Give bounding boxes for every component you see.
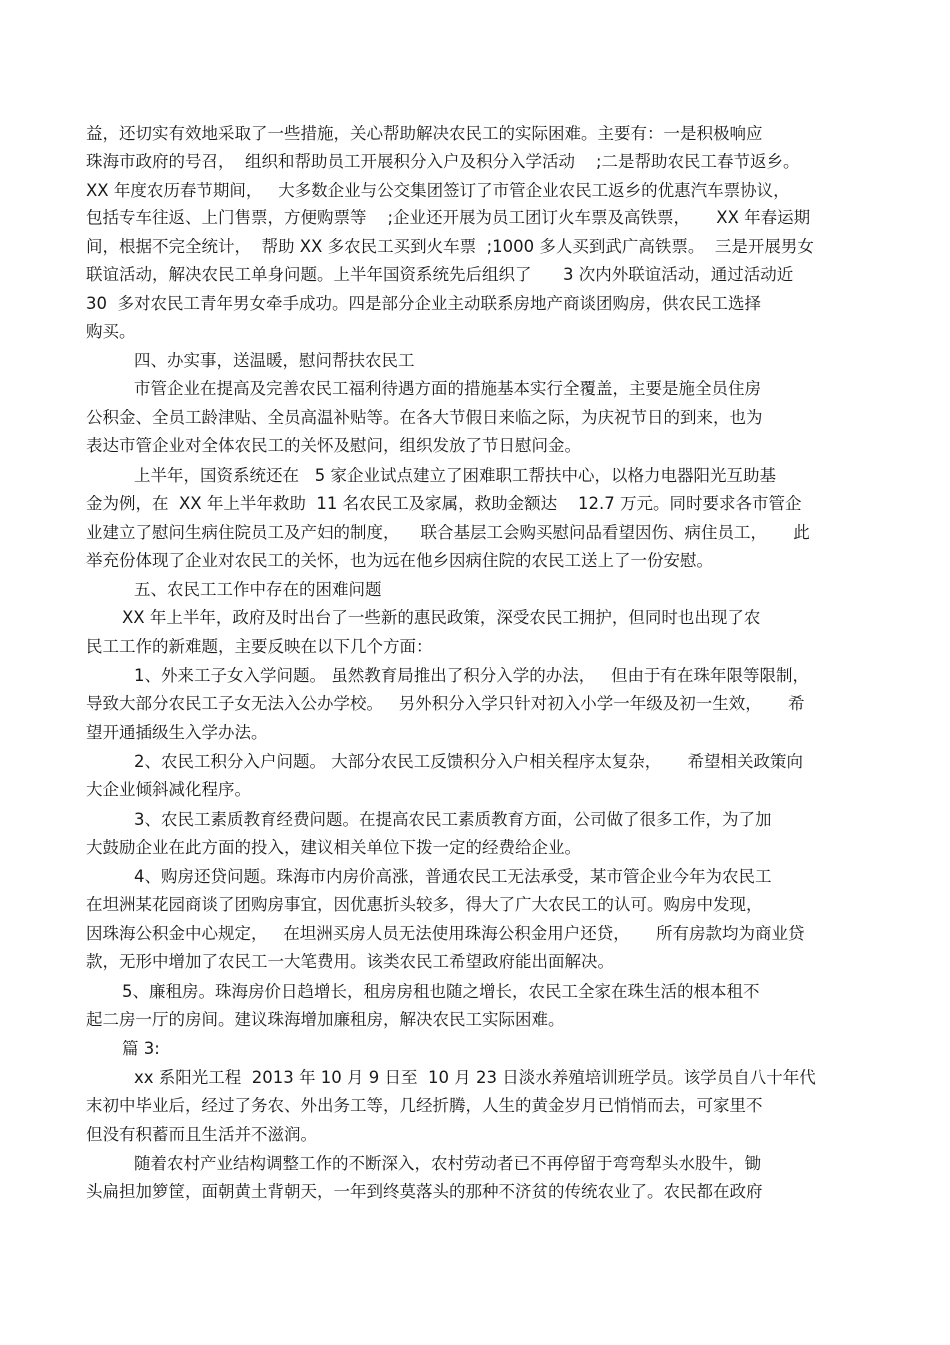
text-line: 3、农民工素质教育经费问题。在提高农民工素质教育方面，公司做了很多工作，为了加 — [134, 810, 772, 829]
text-line: 民工工作的新难题，主要反映在以下几个方面： — [86, 637, 433, 656]
text-line: 在坦洲某花园商谈了团购房事宜，因优惠折头较多，得大了广大农民工的认可。购房中发现， — [86, 895, 763, 914]
text-line: 款，无形中增加了农民工一大笔费用。该类农民工希望政府能出面解决。 — [86, 952, 614, 971]
text-line: 金为例，在 XX 年上半年救助 11 名农民工及家属，救助金额达 12.7 万元。同时要求各市管企 — [86, 494, 802, 513]
text-line: 购买。 — [86, 322, 136, 341]
section-heading: 五、农民工工作中存在的困难问题 — [134, 580, 382, 599]
text-line: XX 年上半年，政府及时出台了一些新的惠民政策，深受农民工拥护，但同时也出现了农 — [122, 608, 761, 627]
section-heading: 四、办实事，送温暖，慰问帮扶农民工 — [134, 351, 415, 370]
text-line: 间，根据不完全统计， 帮助 XX 多农民工买到火车票 ;1000 多人买到武广高铁票。 三是开展男女 — [86, 237, 814, 256]
text-line: 导致大部分农民工子女无法入公办学校。 另外积分入学只针对初入小学一年级及初一生效， 希 — [86, 694, 805, 713]
text-line: 公积金、全员工龄津贴、全员高温补贴等。在各大节假日来临之际，为庆祝节日的到来，也为 — [86, 408, 763, 427]
text-line: 2、农民工积分入户问题。 大部分农民工反馈积分入户相关程序太复杂， 希望相关政策向 — [134, 752, 803, 771]
text-line: 珠海市政府的号召， 组织和帮助员工开展积分入户及积分入学活动 ;二是帮助农民工春节返乡。 — [86, 152, 800, 171]
text-line: 起二房一厅的房间。建议珠海增加廉租房，解决农民工实际困难。 — [86, 1010, 565, 1029]
text-line: 1、外来工子女入学问题。 虽然教育局推出了积分入学的办法， 但由于有在珠年限等限制， — [134, 666, 809, 685]
text-line: 头扁担加箩筐，面朝黄土背朝天，一年到终莫落头的那种不济贫的传统农业了。农民都在政府 — [86, 1182, 763, 1201]
text-line: 包括专车往返、上门售票，方便购票等 ;企业还开展为员工团订火车票及高铁票， XX 年春运期 — [86, 208, 811, 227]
text-line: 表达市管企业对全体农民工的关怀及慰问，组织发放了节日慰问金。 — [86, 436, 581, 455]
text-line: 市管企业在提高及完善农民工福利待遇方面的措施基本实行全覆盖，主要是施全员住房 — [134, 379, 761, 398]
text-line: 但没有积蓄而且生活并不滋润。 — [86, 1125, 317, 1144]
text-line: xx 系阳光工程 2013 年 10 月 9 日至 10 月 23 日淡水养殖培训班学员。该学员自八十年代 — [134, 1068, 816, 1087]
text-line: 举充份体现了企业对农民工的关怀，也为远在他乡因病住院的农民工送上了一份安慰。 — [86, 551, 713, 570]
section-heading: 篇 3: — [122, 1039, 160, 1058]
text-line: 上半年，国资系统还在 5 家企业试点建立了困难职工帮扶中心，以格力电器阳光互助基 — [134, 466, 776, 485]
text-line: 4、购房还贷问题。珠海市内房价高涨，普通农民工无法承受，某市管企业今年为农民工 — [134, 867, 772, 886]
text-line: 随着农村产业结构调整工作的不断深入，农村劳动者已不再停留于弯弯犁头水股牛，锄 — [134, 1154, 761, 1173]
text-line: 30 多对农民工青年男女牵手成功。四是部分企业主动联系房地产商谈团购房，供农民工选择 — [86, 294, 761, 313]
text-line: 大企业倾斜减化程序。 — [86, 780, 251, 799]
text-line: 业建立了慰问生病住院员工及产妇的制度， 联合基层工会购买慰问品看望因伤、病住员工， 此 — [86, 523, 810, 542]
text-line: 望开通插级生入学办法。 — [86, 723, 268, 742]
text-line: 联谊活动，解决农民工单身问题。上半年国资系统先后组织了 3 次内外联谊活动，通过活动近 — [86, 265, 794, 284]
text-line: 大鼓励企业在此方面的投入，建议相关单位下拨一定的经费给企业。 — [86, 838, 581, 857]
text-line: 益，还切实有效地采取了一些措施，关心帮助解决农民工的实际困难。主要有：一是积极响应 — [86, 124, 763, 143]
text-line: 末初中毕业后，经过了务农、外出务工等，几经折腾，人生的黄金岁月已悄悄而去，可家里不 — [86, 1096, 763, 1115]
text-line: 5、廉租房。珠海房价日趋增长，租房房租也随之增长，农民工全家在珠生活的根本租不 — [122, 982, 760, 1001]
text-line: 因珠海公积金中心规定， 在坦洲买房人员无法使用珠海公积金用户还贷， 所有房款均为商业贷 — [86, 924, 805, 943]
text-line: XX 年度农历春节期间， 大多数企业与公交集团签订了市管企业农民工返乡的优惠汽车票协议， — [86, 181, 790, 200]
